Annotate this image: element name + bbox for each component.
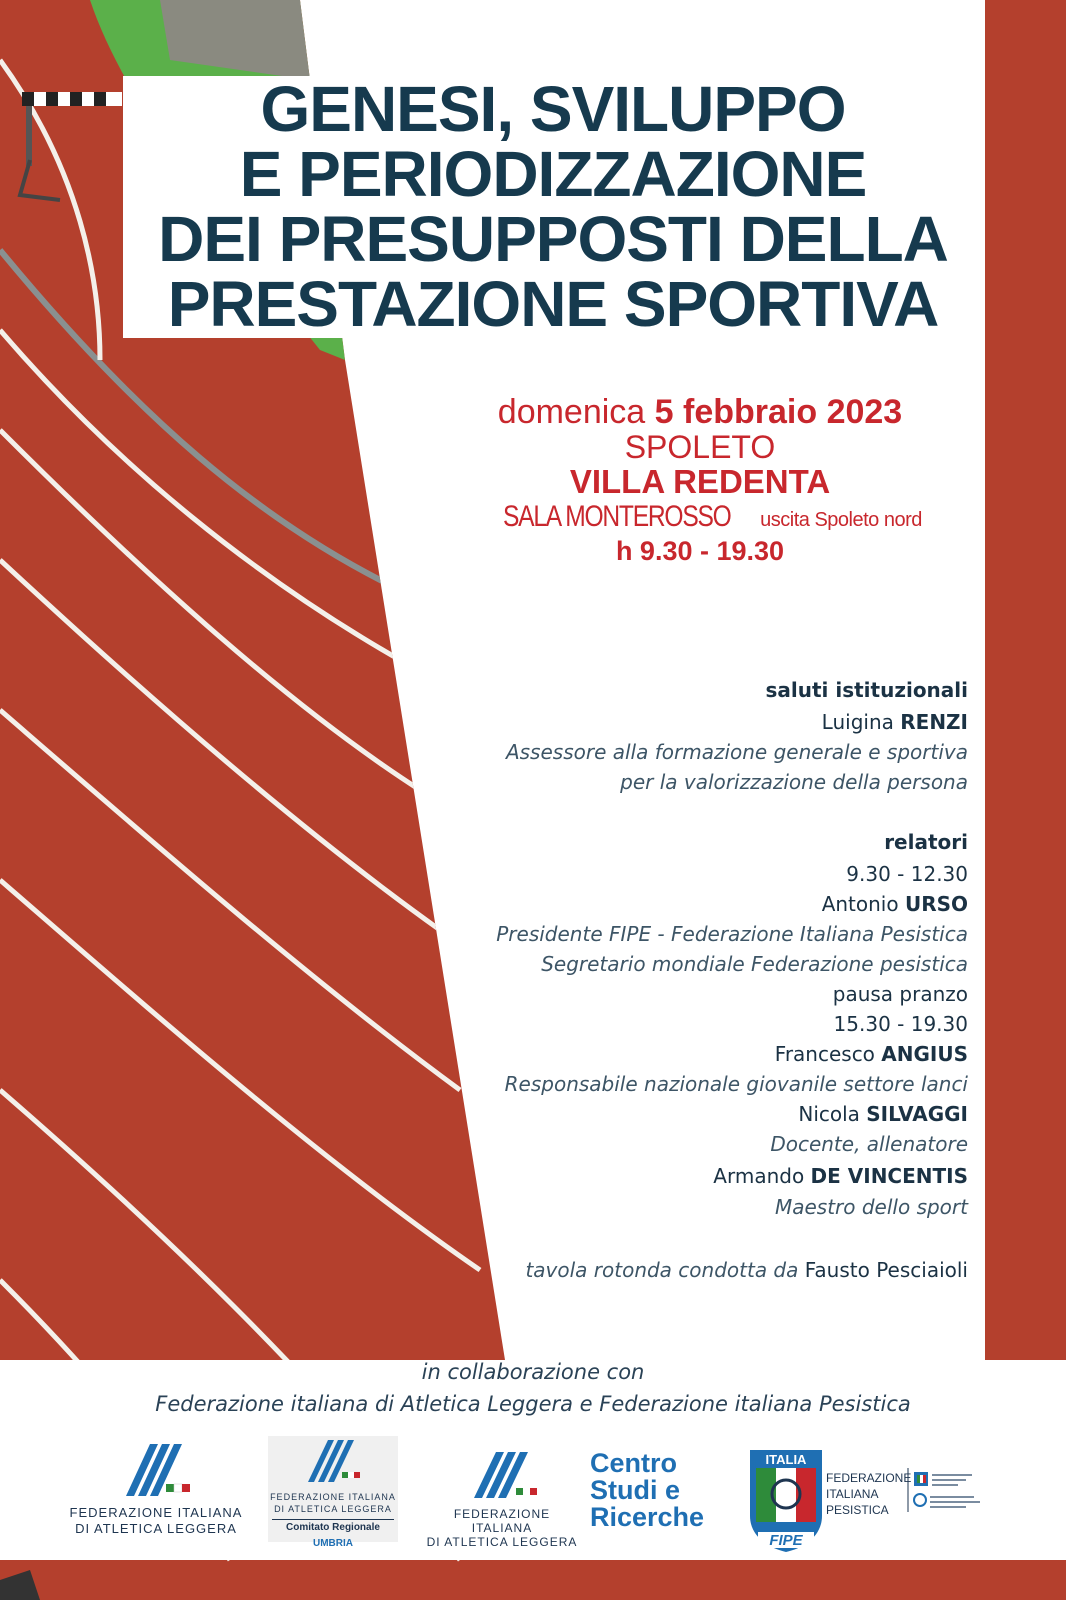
centro-studi-logo xyxy=(590,1450,730,1540)
program xyxy=(408,0,968,1300)
paralympic-sport-logo xyxy=(906,1466,996,1516)
right-decorative-bar xyxy=(985,0,1066,1360)
paralympic-mark-icon xyxy=(906,1466,996,1516)
event-exit: uscita Spoleto nord xyxy=(760,509,922,531)
speaker-1-name: Antonio URSO xyxy=(821,892,968,916)
fidal-2-line-2: DI ATLETICA LEGGERA xyxy=(426,1535,578,1549)
event-city: SPOLETO xyxy=(624,429,776,465)
fidal-umbria-emblem-icon xyxy=(268,1436,398,1486)
title-line-3: DEI PRESUPPOSTI DELLA xyxy=(158,203,948,275)
fipe-name-2: ITALIANA xyxy=(826,1487,879,1501)
fidal-umbria-logo xyxy=(268,1436,398,1549)
collaboration-line-2: Federazione italiana di Atletica Leggera e Federazione italiana Pesistica xyxy=(155,1392,911,1416)
speaker-2-name: Francesco ANGIUS xyxy=(774,1042,968,1066)
speaker-4-role: Maestro dello sport xyxy=(774,1195,968,1219)
fidal-logo xyxy=(66,1440,246,1536)
title-line-2: E PERIODIZZAZIONE xyxy=(239,138,867,210)
fidal-logo-2 xyxy=(424,1450,580,1549)
fipe-name-3: PESISTICA xyxy=(826,1503,889,1517)
fipe-shield-logo xyxy=(746,1446,826,1554)
title-line-4: PRESTAZIONE SPORTIVA xyxy=(167,268,939,340)
event-date-value: 5 febbraio 2023 xyxy=(654,393,903,431)
speaker-1-role-1: Presidente FIPE - Federazione Italiana Pesistica xyxy=(496,922,968,946)
event-venue: VILLA REDENTA xyxy=(569,463,831,500)
speaker-4-name: Armando DE VINCENTIS xyxy=(713,1164,968,1188)
fipe-top-text: ITALIA xyxy=(765,1452,807,1467)
greetings-heading: saluti istituzionali xyxy=(765,678,968,702)
speaker-2-role: Responsabile nazionale giovanile settore lanci xyxy=(504,1072,968,1096)
event-room-name: SALA MONTEROSSO xyxy=(503,500,731,533)
fipe-bottom-text: FIPE xyxy=(769,1532,803,1549)
collaboration-line-1: in collaborazione con xyxy=(421,1360,645,1384)
fidal-umbria-line-1: FEDERAZIONE ITALIANA xyxy=(270,1492,396,1502)
fipe-name-1: FEDERAZIONE xyxy=(826,1471,912,1485)
speakers-heading: relatori xyxy=(884,830,968,854)
centro-studi-line-3: Ricerche xyxy=(590,1502,705,1532)
speaker-3-role: Docente, allenatore xyxy=(770,1132,968,1156)
event-day: domenica xyxy=(497,393,646,431)
fidal-1-line-2: DI ATLETICA LEGGERA xyxy=(75,1521,237,1536)
speaker-3-name: Nicola SILVAGGI xyxy=(798,1102,968,1126)
fipe-name-block xyxy=(826,1470,912,1530)
greeter-role-2: per la valorizzazione della persona xyxy=(620,770,968,794)
fidal-umbria-line-3: Comitato Regionale UMBRIA xyxy=(272,1519,394,1552)
fidal-emblem-icon xyxy=(66,1440,246,1500)
slot-morning: 9.30 - 12.30 xyxy=(846,862,968,886)
fidal-2-emblem-icon xyxy=(424,1450,580,1502)
lunch-break: pausa pranzo xyxy=(832,982,968,1006)
greeter-name: Luigina RENZI xyxy=(821,710,968,734)
centro-studi-line-2: Studi e xyxy=(590,1475,681,1505)
fidal-1-line-1: FEDERAZIONE ITALIANA xyxy=(69,1505,243,1520)
title-line-1: GENESI, SVILUPPO xyxy=(260,73,846,145)
speaker-1-role-2: Segretario mondiale Federazione pesistica xyxy=(541,952,968,976)
centro-studi-line-1: Centro xyxy=(590,1448,677,1478)
slot-afternoon: 15.30 - 19.30 xyxy=(833,1012,968,1036)
fidal-2-line-1: FEDERAZIONE ITALIANA xyxy=(453,1507,551,1535)
greeter-role-1: Assessore alla formazione generale e sportiva xyxy=(505,740,968,764)
fidal-umbria-line-2: DI ATLETICA LEGGERA xyxy=(274,1504,392,1514)
event-hours: h 9.30 - 19.30 xyxy=(615,536,785,566)
roundtable: tavola rotonda condotta da Fausto Pesciaioli xyxy=(525,1258,968,1282)
